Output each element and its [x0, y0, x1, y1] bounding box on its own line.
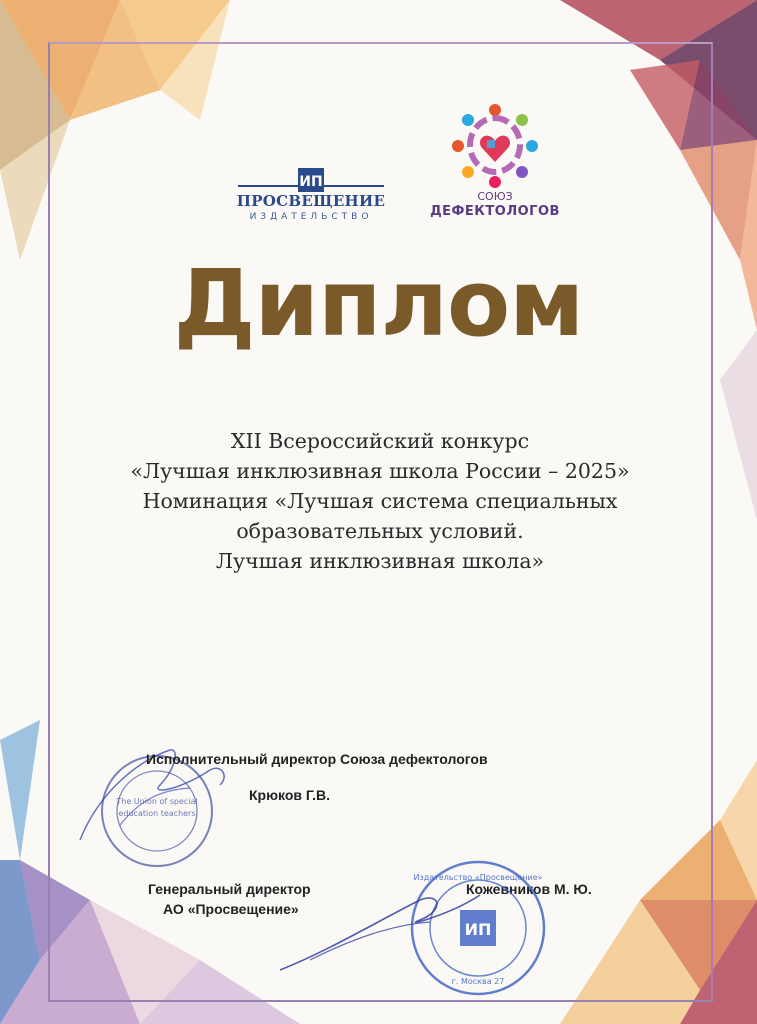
union-signer-title: Исполнительный директор Союза дефектологов — [146, 751, 488, 767]
prosveshchenie-subtitle: ИЗДАТЕЛЬСТВО — [249, 212, 373, 222]
diploma-title: Диплом — [173, 250, 584, 357]
prosveshchenie-logo — [236, 166, 386, 228]
pros-signature — [270, 880, 490, 980]
union-logo — [420, 100, 570, 226]
union-line2: ДЕФЕКТОЛОГОВ — [430, 204, 560, 219]
prosveshchenie-name: ПРОСВЕЩЕНИЕ — [236, 192, 386, 210]
people-wreath-icon — [450, 100, 540, 190]
body-line-2: «Лучшая инклюзивная школа России – 2025» — [130, 459, 630, 483]
mark-text: ИП — [299, 174, 323, 190]
svg-text:ИП: ИП — [464, 920, 492, 939]
svg-text:education teachers: education teachers — [118, 809, 196, 818]
svg-text:The Union of special: The Union of special — [116, 797, 198, 806]
pros-signer-name: Кожевников М. Ю. — [466, 881, 592, 897]
union-signature — [60, 730, 260, 850]
prosveshchenie-mark-icon — [236, 166, 386, 194]
pros-signer-title-2: АО «Просвещение» — [163, 901, 299, 917]
diploma-body — [60, 426, 700, 576]
body-line-1: XII Всероссийский конкурс — [230, 429, 530, 453]
pros-signer-title-1: Генеральный директор — [148, 881, 311, 897]
body-line-5: Лучшая инклюзивная школа» — [215, 549, 545, 573]
union-line1: СОЮЗ — [477, 190, 513, 203]
body-line-3: Номинация «Лучшая система специальных — [142, 489, 618, 513]
union-signer-name: Крюков Г.В. — [249, 787, 330, 803]
stamp-address: г. Москва 27 — [451, 977, 505, 986]
stamp-text: Издательство «Просвещение» — [413, 873, 543, 882]
body-line-4: образовательных условий. — [236, 519, 524, 543]
